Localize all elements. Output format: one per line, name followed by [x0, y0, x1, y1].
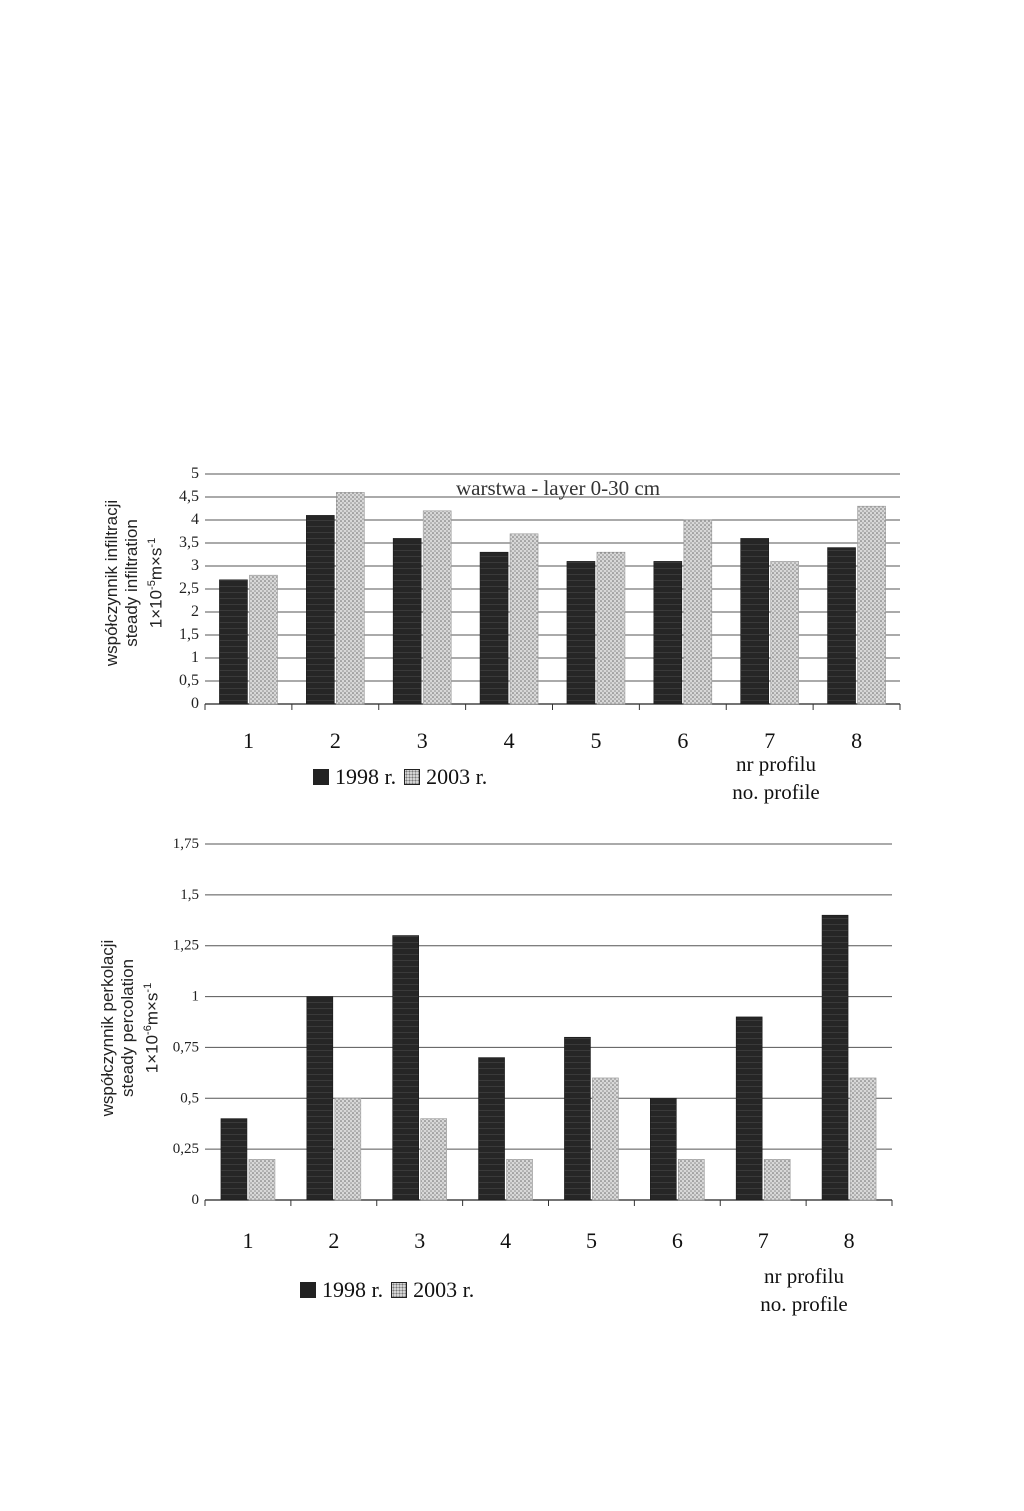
legend-label-1998: 1998 r. — [335, 764, 397, 789]
bar-2003-profile-2 — [335, 1098, 361, 1200]
x-tick-label: 5 — [590, 728, 602, 753]
y-tick-label: 1,5 — [180, 886, 199, 903]
x-tick-label: 6 — [677, 728, 689, 753]
y-tick-label: 1,5 — [179, 626, 199, 643]
legend — [300, 1277, 482, 1303]
bar-2003-profile-6 — [678, 1159, 704, 1200]
bar-1998-profile-1 — [221, 1119, 247, 1200]
x-axis-title — [744, 1262, 864, 1318]
chart-title: warstwa - layer 0-30 cm — [456, 476, 661, 500]
x-tick-label: 8 — [851, 728, 863, 753]
y-axis-label-line-1: współczynnik infiltracji — [102, 499, 121, 667]
bar-1998-profile-5 — [567, 561, 595, 704]
bar-2003-profile-4 — [510, 534, 538, 704]
y-axis-unit-exponent: -1 — [142, 982, 154, 993]
y-tick-label: 0 — [191, 695, 199, 712]
bar-2003-profile-7 — [771, 561, 799, 704]
bar-1998-profile-8 — [828, 548, 856, 704]
y-axis-label-line-2: steady percolation — [118, 959, 137, 1097]
bar-1998-profile-4 — [479, 1058, 505, 1200]
bar-1998-profile-7 — [741, 538, 769, 704]
y-tick-label: 1 — [191, 988, 199, 1005]
percolation-chart — [0, 820, 1024, 1320]
x-tick-label: 3 — [416, 728, 428, 753]
bar-1998-profile-6 — [654, 561, 682, 704]
x-tick-label: 2 — [329, 728, 341, 753]
x-tick-label: 5 — [585, 1228, 597, 1253]
y-tick-label: 1,75 — [172, 836, 199, 852]
y-tick-label: 0,75 — [172, 1039, 199, 1056]
bar-1998-profile-4 — [480, 552, 508, 704]
y-tick-label: 0,5 — [180, 1090, 199, 1107]
y-axis-label-line-3: 1×10 — [146, 589, 166, 629]
legend-label-1998: 1998 r. — [322, 1277, 384, 1302]
legend-entry-1998 — [313, 764, 396, 790]
x-tick-label: 8 — [843, 1228, 855, 1253]
y-axis-label-line-3: 1×10 — [142, 1034, 162, 1074]
legend-label-2003: 2003 r. — [413, 1277, 475, 1302]
y-tick-label: 0,25 — [172, 1141, 199, 1158]
y-tick-label: 5 — [191, 465, 199, 482]
legend-entry-2003 — [404, 764, 487, 790]
bar-1998-profile-7 — [736, 1017, 762, 1200]
y-axis-label-line-2: steady infiltration — [122, 519, 141, 647]
legend — [313, 764, 495, 790]
y-tick-label: 3 — [191, 557, 199, 574]
legend-swatch-1998 — [313, 769, 329, 785]
percolation-plot — [0, 820, 1024, 1320]
y-axis-exponent: -5 — [146, 580, 158, 590]
y-tick-label: 2 — [191, 603, 199, 620]
bar-1998-profile-1 — [219, 580, 247, 704]
bar-2003-profile-3 — [421, 1119, 447, 1200]
y-axis-unit-exponent: -1 — [146, 537, 158, 548]
infiltration-chart — [0, 440, 1024, 820]
x-tick-label: 7 — [757, 1228, 769, 1253]
bar-1998-profile-2 — [306, 515, 334, 704]
bar-1998-profile-5 — [564, 1037, 590, 1200]
bar-2003-profile-1 — [249, 1159, 275, 1200]
y-tick-label: 1 — [191, 649, 199, 666]
bar-1998-profile-3 — [393, 936, 419, 1200]
y-tick-label: 2,5 — [179, 580, 199, 597]
y-tick-label: 0 — [191, 1192, 199, 1208]
legend-entry-2003 — [391, 1277, 474, 1303]
legend-swatch-2003 — [404, 769, 420, 785]
x-tick-label: 7 — [764, 728, 776, 753]
bar-2003-profile-4 — [507, 1159, 533, 1200]
x-axis-title-line-1: nr profilu — [764, 1264, 844, 1288]
y-axis-unit: m×s — [142, 992, 162, 1026]
y-axis-exponent: -6 — [142, 1025, 154, 1035]
x-tick-label: 2 — [328, 1228, 340, 1253]
y-tick-label: 4 — [191, 511, 199, 528]
y-tick-label: 3,5 — [179, 534, 199, 551]
y-axis-label-line-1: współczynnik perkolacji — [98, 939, 117, 1117]
infiltration-plot — [0, 440, 1024, 820]
x-tick-label: 4 — [503, 728, 515, 753]
legend-swatch-1998 — [300, 1282, 316, 1298]
legend-label-2003: 2003 r. — [426, 764, 488, 789]
bar-2003-profile-7 — [764, 1159, 790, 1200]
bar-2003-profile-2 — [336, 492, 364, 704]
y-axis-unit: m×s — [146, 547, 166, 581]
bar-2003-profile-5 — [597, 552, 625, 704]
bar-2003-profile-8 — [850, 1078, 876, 1200]
x-axis-title-line-2: no. profile — [732, 780, 820, 804]
bar-1998-profile-3 — [393, 538, 421, 704]
x-tick-label: 1 — [242, 728, 254, 753]
bar-2003-profile-3 — [423, 511, 451, 704]
bar-1998-profile-8 — [822, 915, 848, 1200]
x-tick-label: 3 — [414, 1228, 426, 1253]
y-tick-label: 1,25 — [172, 937, 199, 954]
y-tick-label: 4,5 — [179, 488, 199, 505]
bar-1998-profile-6 — [650, 1098, 676, 1200]
bar-1998-profile-2 — [307, 997, 333, 1200]
y-tick-label: 0,5 — [179, 672, 199, 689]
bar-2003-profile-6 — [684, 520, 712, 704]
bar-2003-profile-1 — [249, 575, 277, 704]
x-tick-label: 1 — [242, 1228, 254, 1253]
legend-swatch-2003 — [391, 1282, 407, 1298]
x-axis-title-line-2: no. profile — [760, 1292, 848, 1316]
x-tick-label: 4 — [500, 1228, 512, 1253]
x-axis-title-line-1: nr profilu — [736, 752, 816, 776]
bar-2003-profile-8 — [858, 506, 886, 704]
x-tick-label: 6 — [671, 1228, 683, 1253]
legend-entry-1998 — [300, 1277, 383, 1303]
x-axis-title — [716, 750, 836, 806]
bar-2003-profile-5 — [592, 1078, 618, 1200]
